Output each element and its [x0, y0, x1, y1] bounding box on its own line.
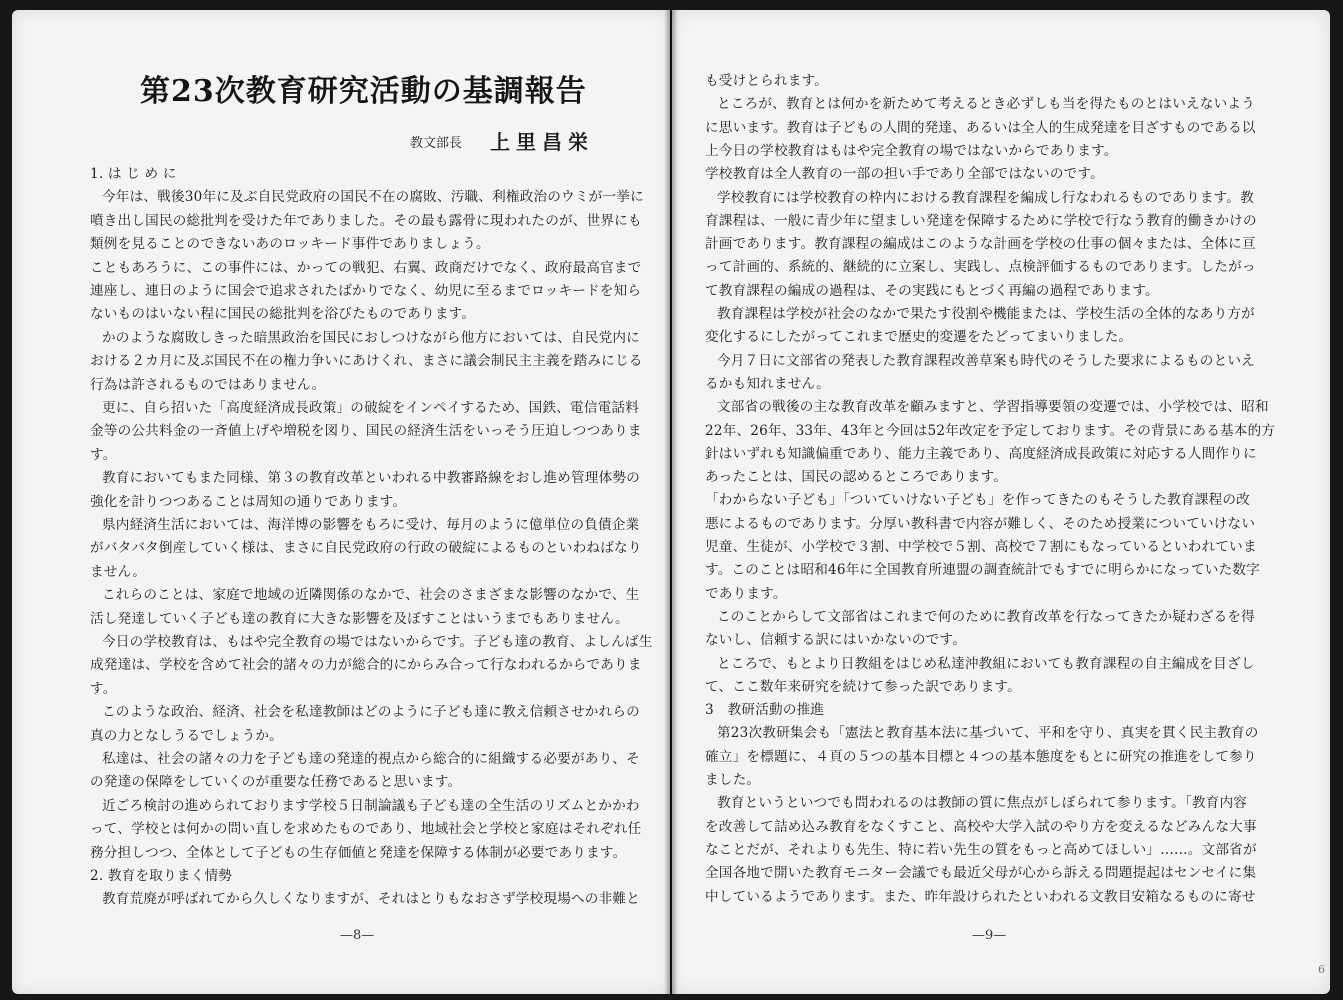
left-text-line: 教育においてもまた同様、第３の教育改革といわれる中教審路線をおし進め管理体勢の [102, 470, 640, 487]
right-text-line: 3 教研活動の推進 [705, 702, 825, 719]
right-text-line: 文部省の戦後の主な教育改革を顧みますと、学習指導要領の変遷では、小学校では、昭和 [717, 399, 1269, 416]
left-text-line: 連座し、連日のように国会で追求されたばかりでなく、幼児に至るまでロッキードを知ら [90, 283, 642, 299]
left-text-line: こともあろうに、この事件には、かっての戦犯、右翼、政商だけでなく、政府最高官まで [90, 259, 642, 276]
left-text-line: 県内経済生活においては、海洋博の影響をもろに受け、毎月のように億単位の負債企業 [102, 517, 640, 533]
left-text-line: 務分担しつつ、全体として子どもの生存価値と発達を保障する体制が必要であります。 [90, 844, 627, 861]
right-text-line: ました。 [705, 772, 761, 788]
left-text-line: の発達の保障をしていくのが重要な任務であると思います。 [90, 774, 462, 791]
right-text-line: 教育課程は学校が社会のなかで果たす役割や機能または、学校生活の全体的なあり方が [717, 306, 1255, 322]
right-text-line: であります。 [705, 585, 787, 602]
right-text-line: 児童、生徒が、小学校で３割、中学校で５割、高校で７割にもなっているといわれていま [705, 539, 1257, 555]
left-text-line: って、学校とは何かの問い直しを求めたものであり、地域社会と学校と家庭はそれぞれ任 [90, 821, 642, 838]
right-text-line: ところが、教育とは何かを新ためて考えるとき必ずしも当を得たものとはいえないよう [717, 96, 1255, 113]
left-text-line: おける２カ月に及ぶ国民不在の権力争いにあけくれ、まさに議会制民主主義を踏みにじる [90, 353, 643, 370]
left-text-line: 2. 教育を取りまく情勢 [90, 868, 233, 884]
right-text-line: って計画的、系統的、継続的に立案し、実践し、点検評価するものであります。したがっ [705, 259, 1256, 276]
left-text-line: ません。 [90, 563, 146, 580]
left-text-line: 更に、自ら招いた「高度経済成長政策」の破綻をインペイするため、国鉄、電信電話料 [102, 400, 640, 416]
left-text-line: 1. は じ め に [90, 166, 177, 182]
right-text-line: ないし、信頼する訳にはいかないのです。 [705, 632, 966, 649]
right-text-line: 育課程は、一般に青少年に望ましい発達を保障するために学校で行なう教育的働きかけの [705, 212, 1257, 229]
right-text-line: 針はいずれも知識偏重であり、能力主義であり、高度経済成長政策に対応する人間作りに [705, 445, 1257, 462]
left-text-line: かのような腐敗しきった暗黒政治を国民におしつけながら他方においては、自民党内に [102, 329, 640, 346]
left-text-line: 教育荒廃が呼ばれてから久しくなりますが、それはとりもなおさず学校現場への非難と [102, 891, 640, 908]
right-text-line: るかも知れません。 [705, 375, 830, 392]
right-text-line: を改善して詰め込み教育をなくすこと、高校や大学入試のやり方を変えるなどみんな大事 [705, 818, 1257, 835]
right-text-line: あったことは、国民の認めるところであります。 [705, 469, 1008, 486]
right-text-line: て、ここ数年来研究を続けて参った訳であります。 [705, 678, 1021, 695]
author-name: 上里昌栄 [490, 130, 594, 154]
right-text-line: 上今日の学校教育はもはや完全教育の場ではないからであります。 [705, 142, 1118, 159]
left-text-line: これらのことは、家庭で地域の近隣関係のなかで、社会のさまざまな影響のなかで、生 [102, 587, 640, 604]
corner-number: 6 [1318, 963, 1325, 976]
left-text-line: 近ごろ検討の進められております学校５日制論議も子ども達の全生活のリズムとかかわ [102, 797, 640, 814]
left-text-line: 類例を見ることのできないあのロッキード事件でありましょう。 [90, 236, 490, 253]
right-text-line: す。このことは昭和46年に全国教育所連盟の調査統計でもすでに明らかになっていた数字 [705, 562, 1260, 579]
left-text-line: 今年は、戦後30年に及ぶ自民党政府の国民不在の腐敗、汚職、利権政治のウミが一挙に [102, 189, 644, 206]
left-text-line: 噴き出し国民の総批判を受けた年でありました。その最も露骨に現われたのが、世界にも [90, 212, 642, 229]
right-text-line: 今月７日に文部省の発表した教育課程改善草案も時代のそうした要求によるものといえ [717, 352, 1255, 369]
right-text-line: 「わからない子ども」「ついていけない子ども」を作ってきたのもそうした教育課程の改 [705, 492, 1250, 509]
left-text-line: す。 [90, 680, 117, 697]
right-text-line: 学校教育は全人教育の一部の担い手であり全部ではないのです。 [705, 166, 1104, 183]
right-text-line: 教育というといつでも問われるのは教師の質に焦点がしぼられて参ります。「教育内容 [717, 795, 1248, 812]
left-text-line: 強化を計りつつあることは周知の通りであります。 [90, 493, 407, 510]
author-role: 教文部長 [410, 136, 463, 151]
right-text-line: 全国各地で開いた教育モニター会議でも最近父母が心から訴える問題提起はセンセイに集 [705, 865, 1257, 882]
left-text-line: 真の力となしうるでしょうか。 [90, 727, 283, 744]
right-text-line: なことだが、それよりも先生、特に若い先生の質をもっと高めてほしい」……。文部省が [705, 841, 1257, 858]
book-gutter [664, 10, 678, 994]
right-text-line: 計画であります。教育課程の編成はこのような計画を学校の仕事の個々または、全体に亘 [705, 236, 1256, 253]
left-text-line: 今日の学校教育は、もはや完全教育の場ではないからです。子ども達の教育、よしんば生 [102, 634, 653, 650]
report-title: 第23次教育研究活動の基調報告 [140, 74, 587, 109]
left-text-line: このような政治、経済、社会を私達教師はどのように子ども達に教え信頼させかれらの [102, 704, 640, 721]
right-text-line: 変化するにしたがってこれまで歴史的変遷をたどってまいりました。 [705, 329, 1133, 346]
left-text-line: 成発達は、学校を含めて社会的諸々の力が総合的にからみ合って行なわれるからでありま [90, 657, 642, 674]
right-text-line: 確立」を標題に、４頁の５つの基本目標と４つの基本態度をもとに研究の推進をして参り [705, 748, 1257, 765]
right-text-line: 中しているようであります。また、昨年設けられたといわれる文教目安箱なるものに寄せ [705, 888, 1256, 905]
right-text-line: て教育課程の編成の過程は、その実践にもとづく再編の過程であります。 [705, 282, 1159, 299]
left-text-line: す。 [90, 446, 117, 463]
right-page-number: —9— [972, 928, 1007, 943]
right-text-line: 第23次教研集会も「憲法と教育基本法に基づいて、平和を守り、真実を貫く民主教育の [717, 725, 1259, 742]
right-text-line: ところで、もとより日教組をはじめ私達沖教組においても教育課程の自主編成を目ざし [717, 655, 1255, 672]
right-text-line: に思います。教育は子どもの人間的発達、あるいは全人的生成発達を目ざすものである以 [705, 119, 1256, 136]
right-text-line: も受けとられます。 [705, 73, 829, 89]
left-text-line: ないものはいない程に国民の総批判を浴びたものであります。 [90, 306, 476, 323]
left-page-number: —8— [340, 928, 375, 943]
left-text-line: 私達は、社会の諸々の力を子ども達の発達的視点から総合的に組織する必要があり、そ [102, 751, 640, 767]
right-text-line: このことからして文部省はこれまで何のために教育改革を行なってきたか疑わざるを得 [717, 608, 1255, 625]
left-text-line: 行為は許されるものではありません。 [90, 376, 326, 393]
right-text-line: 学校教育には学校教育の枠内における教育課程を編成し行なわれるものであります。教 [717, 189, 1254, 206]
right-text-line: 22年、26年、33年、43年と今回は52年改定を予定しております。その背景にある基本的方 [705, 422, 1276, 439]
left-text-line: がバタバタ倒産していく様は、まさに自民党政府の行政の破綻によるものといわねばなり [90, 540, 642, 557]
right-text-line: 悪によるものであります。分厚い教科書で内容が難しく、そのため授業についていけない [705, 515, 1256, 532]
left-text-line: 活し発達していく子ども達の教育に大きな影響を及ぼすことはいうまでもありません。 [90, 610, 629, 627]
left-text-line: 金等の公共料金の一斉値上げや増税を図り、国民の経済生活をいっそう圧迫しつつありま [90, 423, 642, 440]
